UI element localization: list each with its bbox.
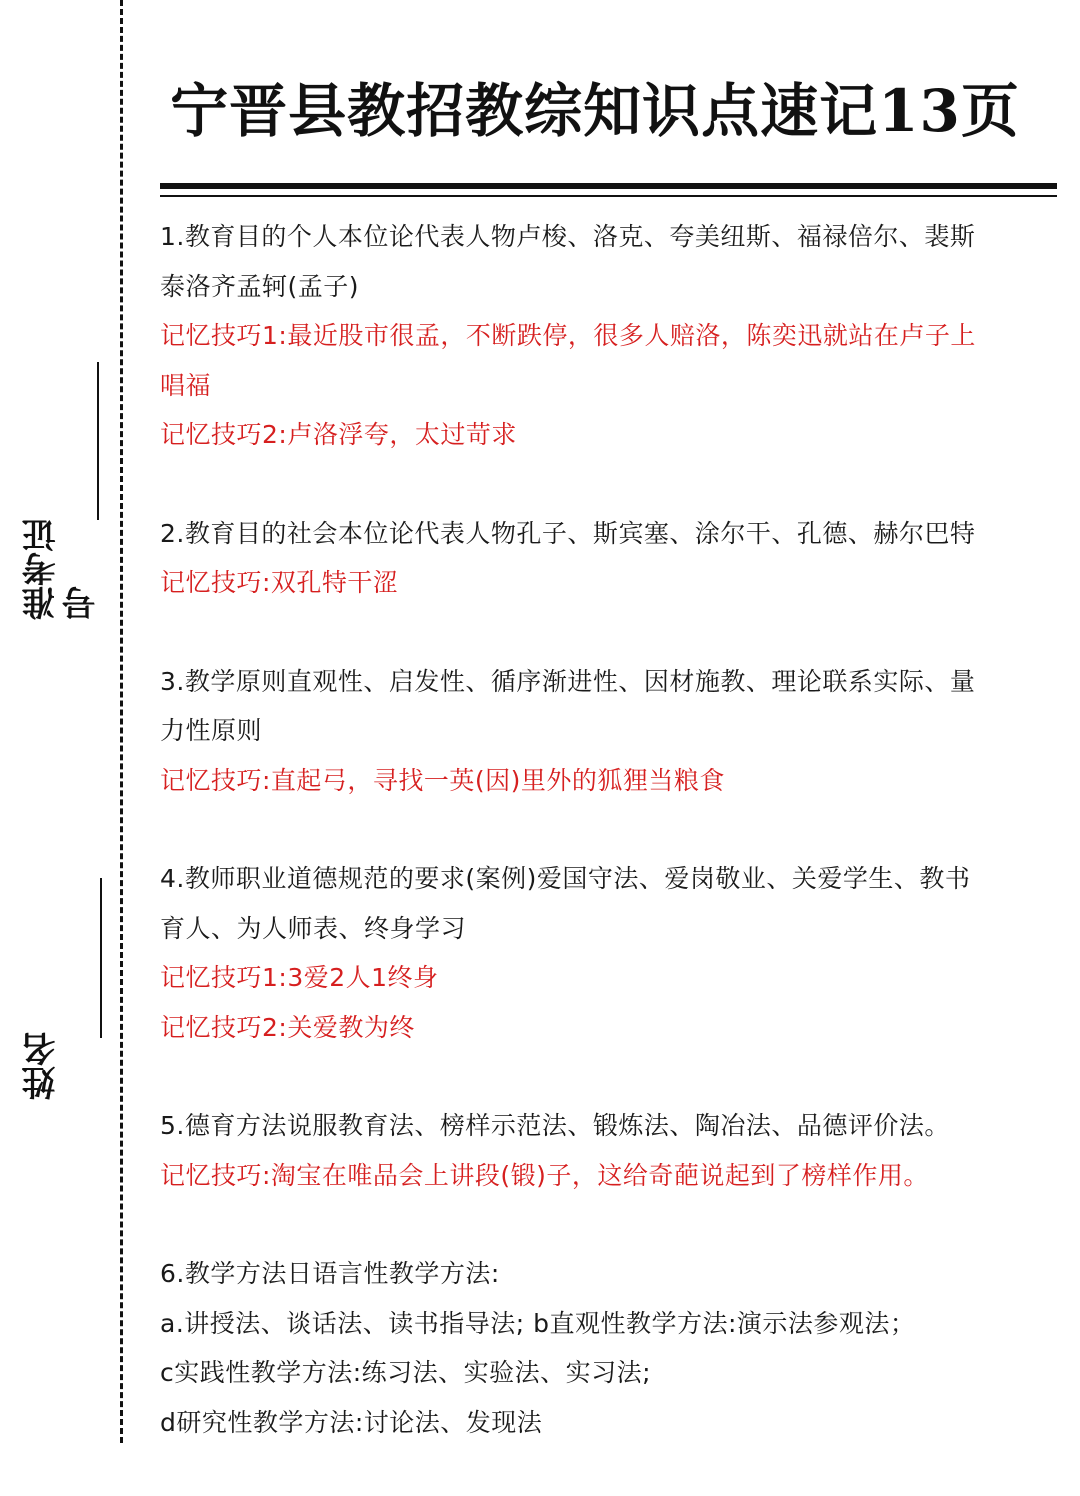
item-text-line: 5.德育方法说服教育法、榜样示范法、锻炼法、陶冶法、品德评价法。	[160, 1111, 950, 1140]
item-text-line: c实践性教学方法:练习法、实验法、实习法;	[160, 1358, 652, 1387]
item-text-line: 2.教育目的社会本位论代表人物孔子、斯宾塞、涂尔干、孔德、赫尔巴特	[160, 518, 976, 548]
memory-tip-line: 记忆技巧1:最近股市很孟，不断跌停，很多人赔洛，陈奕迅就站在卢子上	[160, 321, 976, 350]
exam-id-label: 准考证号	[22, 518, 102, 620]
item-text-line: 4.教师职业道德规范的要求(案例)爱国守法、爱岗敬业、关爱学生、教书	[160, 864, 971, 893]
page-title: 宁晋县教招教综知识点速记13页	[170, 77, 1020, 145]
title-rule-thin	[160, 195, 1057, 197]
memory-tip-line: 记忆技巧:直起弓，寻找一英(因)里外的狐狸当粮食	[160, 765, 725, 795]
knowledge-item	[160, 1249, 1055, 1447]
binding-margin-dashed-line	[120, 0, 123, 1443]
exam-id-write-line	[97, 362, 99, 520]
knowledge-item	[160, 212, 1055, 460]
knowledge-item	[160, 1101, 1055, 1200]
memory-tip-line: 记忆技巧1:3爱2人1终身	[160, 963, 439, 992]
title-rule-thick	[160, 183, 1057, 189]
memory-tip-line: 记忆技巧2:卢洛浮夸，太过苛求	[160, 420, 517, 449]
item-text-line: a.讲授法、谈话法、读书指导法; b直观性教学方法:演示法参观法；	[160, 1308, 916, 1338]
memory-tip-line: 记忆技巧:淘宝在唯品会上讲段(锻)子，这给奇葩说起到了榜样作用。	[160, 1160, 929, 1190]
memory-tip-line: 记忆技巧:双孔特干涩	[160, 568, 399, 597]
knowledge-item	[160, 657, 1055, 806]
item-text-line: d研究性教学方法:讨论法、发现法	[160, 1407, 543, 1437]
item-text-line: 1.教育目的个人本位论代表人物卢梭、洛克、夸美纽斯、福禄倍尔、裴斯	[160, 222, 976, 251]
item-text-line: 6.教学方法日语言性教学方法:	[160, 1259, 500, 1288]
memory-tip-line: 记忆技巧2:关爱教为终	[160, 1012, 415, 1042]
item-text-line: 力性原则	[160, 716, 263, 745]
item-text-line: 育人、为人师表、终身学习	[160, 913, 467, 943]
item-text-line: 3.教学原则直观性、启发性、循序渐进性、因材施教、理论联系实际、量	[160, 666, 976, 696]
memory-tip-line: 唱福	[160, 370, 212, 400]
name-label: 姓名	[22, 1032, 62, 1100]
knowledge-item	[160, 854, 1055, 1052]
item-text-line: 泰洛齐孟轲(孟子)	[160, 271, 360, 301]
knowledge-list	[160, 212, 1055, 1496]
name-write-line	[100, 878, 102, 1038]
knowledge-item	[160, 509, 1055, 608]
